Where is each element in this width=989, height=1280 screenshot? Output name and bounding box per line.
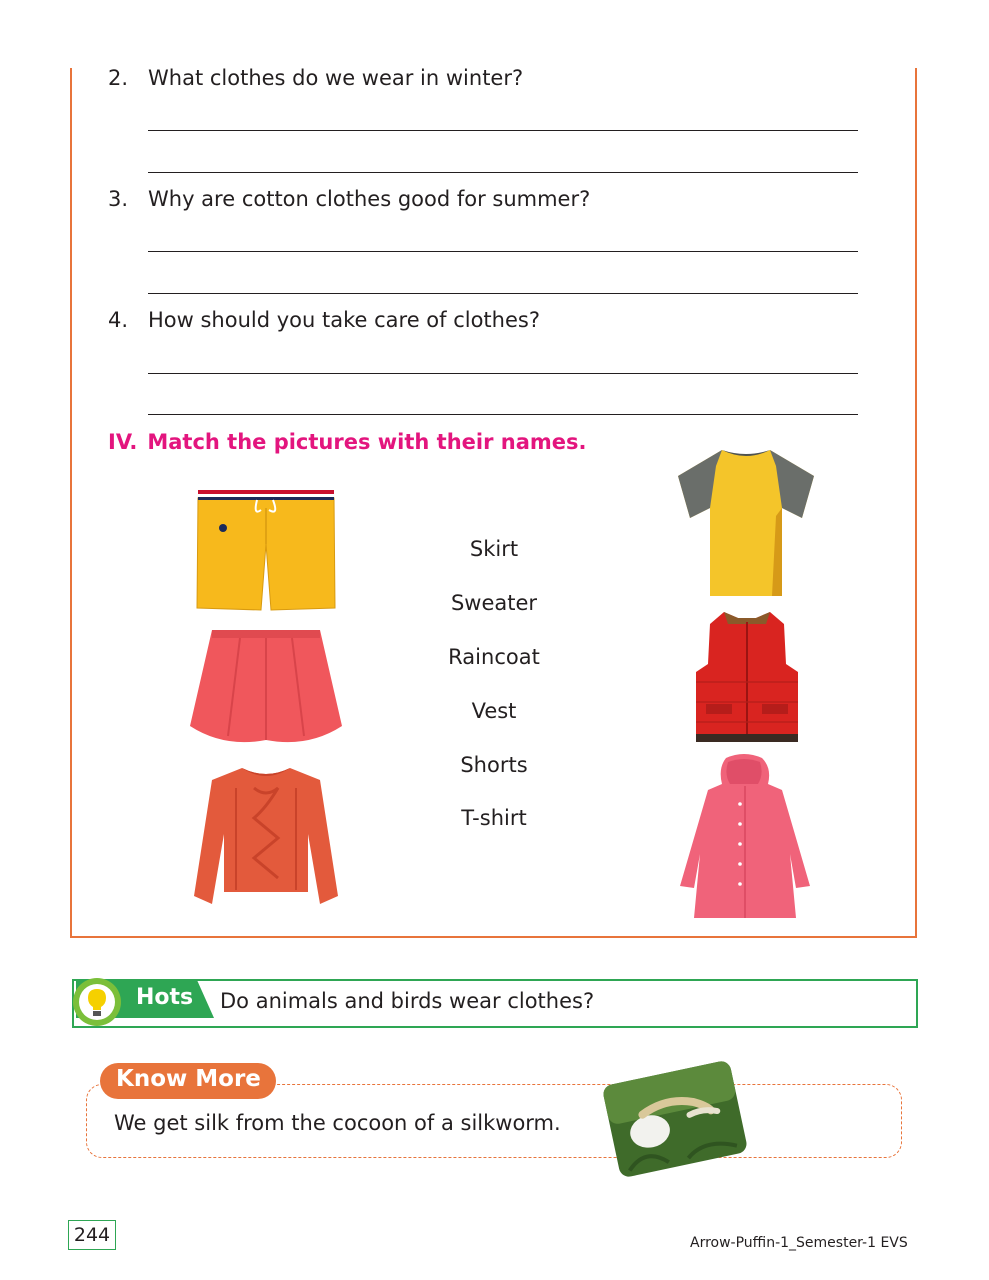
- hots-label: Hots: [136, 985, 194, 1010]
- lightbulb-icon: [72, 977, 122, 1027]
- tshirt-picture[interactable]: [676, 446, 816, 600]
- vest-picture[interactable]: [694, 610, 800, 746]
- answer-line[interactable]: [148, 130, 858, 131]
- answer-line[interactable]: [148, 414, 858, 415]
- section-number: IV.: [108, 430, 138, 454]
- question-text: What clothes do we wear in winter?: [148, 66, 524, 90]
- know-more-text: We get silk from the cocoon of a silkworm.: [114, 1111, 561, 1135]
- question-4: [108, 308, 540, 332]
- word-tshirt[interactable]: T-shirt: [461, 806, 527, 830]
- page-number: 244: [68, 1220, 116, 1250]
- question-text: How should you take care of clothes?: [148, 308, 540, 332]
- hots-question: Do animals and birds wear clothes?: [220, 989, 595, 1013]
- word-skirt[interactable]: Skirt: [469, 537, 519, 561]
- silkworm-photo: [600, 1060, 750, 1178]
- question-number: 2.: [108, 66, 129, 90]
- word-shorts[interactable]: Shorts: [460, 753, 528, 777]
- question-3: [108, 187, 590, 211]
- word-vest[interactable]: Vest: [471, 699, 517, 723]
- know-more-label: Know More: [116, 1066, 261, 1092]
- word-sweater[interactable]: Sweater: [450, 591, 538, 615]
- sweater-picture[interactable]: [192, 764, 340, 910]
- shorts-picture[interactable]: [195, 488, 337, 612]
- question-2: [108, 66, 523, 90]
- section-heading: Match the pictures with their names.: [147, 430, 587, 454]
- question-number: 4.: [108, 308, 129, 332]
- question-text: Why are cotton clothes good for summer?: [148, 187, 591, 211]
- footer-text: Arrow-Puffin-1_Semester-1 EVS: [690, 1235, 908, 1251]
- answer-line[interactable]: [148, 373, 858, 374]
- section-title: [108, 430, 587, 454]
- question-number: 3.: [108, 187, 129, 211]
- raincoat-picture[interactable]: [678, 754, 812, 922]
- answer-line[interactable]: [148, 172, 858, 173]
- answer-line[interactable]: [148, 293, 858, 294]
- skirt-picture[interactable]: [188, 626, 344, 748]
- word-raincoat[interactable]: Raincoat: [448, 645, 540, 669]
- answer-line[interactable]: [148, 251, 858, 252]
